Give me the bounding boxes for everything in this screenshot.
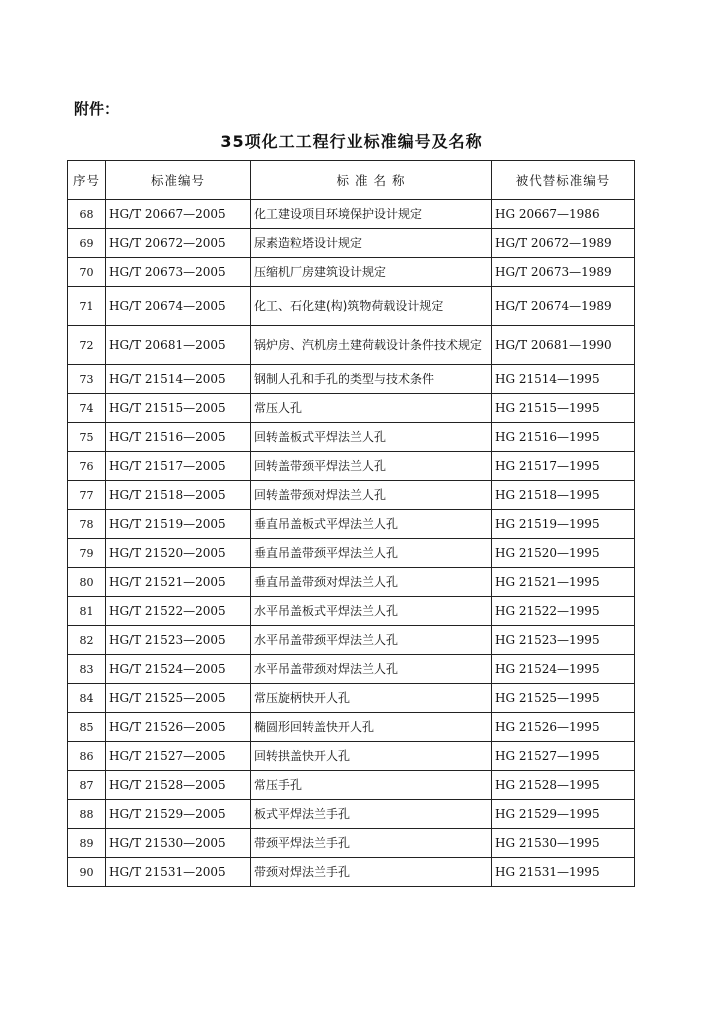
column-header-standard-name: 标 准 名 称 (251, 161, 492, 200)
standard-name: 板式平焊法兰手孔 (251, 800, 492, 829)
column-header-replaced-code: 被代替标准编号 (492, 161, 635, 200)
replaced-standard-code: HG 21515—1995 (492, 394, 635, 423)
table-row (68, 684, 635, 713)
replaced-standard-code: HG 21521—1995 (492, 568, 635, 597)
row-number: 90 (68, 858, 106, 887)
replaced-standard-code: HG/T 20673—1989 (492, 258, 635, 287)
standard-code: HG/T 21517—2005 (106, 452, 251, 481)
standard-code: HG/T 20667—2005 (106, 200, 251, 229)
standard-name: 回转盖带颈对焊法兰人孔 (251, 481, 492, 510)
standard-name: 尿素造粒塔设计规定 (251, 229, 492, 258)
standard-code: HG/T 21516—2005 (106, 423, 251, 452)
replaced-standard-code: HG 21514—1995 (492, 365, 635, 394)
row-number: 89 (68, 829, 106, 858)
standard-name: 化工、石化建(构)筑物荷载设计规定 (251, 287, 492, 326)
standard-name: 化工建设项目环境保护设计规定 (251, 200, 492, 229)
replaced-standard-code: HG 20667—1986 (492, 200, 635, 229)
row-number: 68 (68, 200, 106, 229)
table-row (68, 655, 635, 684)
row-number: 74 (68, 394, 106, 423)
replaced-standard-code: HG 21520—1995 (492, 539, 635, 568)
row-number: 83 (68, 655, 106, 684)
standard-name: 垂直吊盖带颈平焊法兰人孔 (251, 539, 492, 568)
row-number: 82 (68, 626, 106, 655)
replaced-standard-code: HG 21519—1995 (492, 510, 635, 539)
standard-code: HG/T 20674—2005 (106, 287, 251, 326)
table-row (68, 452, 635, 481)
standard-name: 常压人孔 (251, 394, 492, 423)
replaced-standard-code: HG 21523—1995 (492, 626, 635, 655)
replaced-standard-code: HG 21518—1995 (492, 481, 635, 510)
standard-code: HG/T 20672—2005 (106, 229, 251, 258)
standard-code: HG/T 21521—2005 (106, 568, 251, 597)
replaced-standard-code: HG 21517—1995 (492, 452, 635, 481)
table-row (68, 287, 635, 326)
standard-name: 常压手孔 (251, 771, 492, 800)
table-row (68, 800, 635, 829)
standard-code: HG/T 21523—2005 (106, 626, 251, 655)
row-number: 78 (68, 510, 106, 539)
replaced-standard-code: HG 21528—1995 (492, 771, 635, 800)
standard-name: 常压旋柄快开人孔 (251, 684, 492, 713)
replaced-standard-code: HG/T 20672—1989 (492, 229, 635, 258)
attachment-label: 附件： (74, 100, 120, 118)
standard-code: HG/T 21530—2005 (106, 829, 251, 858)
column-header-standard-code: 标准编号 (106, 161, 251, 200)
replaced-standard-code: HG 21524—1995 (492, 655, 635, 684)
replaced-standard-code: HG 21527—1995 (492, 742, 635, 771)
row-number: 76 (68, 452, 106, 481)
row-number: 73 (68, 365, 106, 394)
standard-name: 锅炉房、汽机房土建荷载设计条件技术规定 (251, 326, 492, 365)
standard-code: HG/T 21514—2005 (106, 365, 251, 394)
standard-name: 回转盖带颈平焊法兰人孔 (251, 452, 492, 481)
table-row (68, 258, 635, 287)
standard-code: HG/T 21529—2005 (106, 800, 251, 829)
standard-code: HG/T 21527—2005 (106, 742, 251, 771)
replaced-standard-code: HG 21531—1995 (492, 858, 635, 887)
row-number: 79 (68, 539, 106, 568)
row-number: 80 (68, 568, 106, 597)
standard-code: HG/T 21528—2005 (106, 771, 251, 800)
row-number: 75 (68, 423, 106, 452)
table-row (68, 626, 635, 655)
row-number: 70 (68, 258, 106, 287)
table-row (68, 510, 635, 539)
standard-name: 回转盖板式平焊法兰人孔 (251, 423, 492, 452)
standards-table (67, 160, 635, 887)
standard-code: HG/T 21518—2005 (106, 481, 251, 510)
standard-name: 带颈对焊法兰手孔 (251, 858, 492, 887)
table-body (68, 200, 635, 887)
row-number: 84 (68, 684, 106, 713)
table-header-row (68, 161, 635, 200)
table-row (68, 481, 635, 510)
row-number: 81 (68, 597, 106, 626)
replaced-standard-code: HG 21525—1995 (492, 684, 635, 713)
standard-name: 椭圆形回转盖快开人孔 (251, 713, 492, 742)
replaced-standard-code: HG/T 20681—1990 (492, 326, 635, 365)
replaced-standard-code: HG/T 20674—1989 (492, 287, 635, 326)
standard-name: 垂直吊盖带颈对焊法兰人孔 (251, 568, 492, 597)
replaced-standard-code: HG 21516—1995 (492, 423, 635, 452)
table-row (68, 829, 635, 858)
replaced-standard-code: HG 21529—1995 (492, 800, 635, 829)
standard-name: 压缩机厂房建筑设计规定 (251, 258, 492, 287)
table-row (68, 858, 635, 887)
table-row (68, 326, 635, 365)
standard-name: 垂直吊盖板式平焊法兰人孔 (251, 510, 492, 539)
standard-code: HG/T 21519—2005 (106, 510, 251, 539)
row-number: 69 (68, 229, 106, 258)
standard-code: HG/T 20673—2005 (106, 258, 251, 287)
standard-name: 水平吊盖带颈平焊法兰人孔 (251, 626, 492, 655)
row-number: 87 (68, 771, 106, 800)
standard-code: HG/T 21531—2005 (106, 858, 251, 887)
table-row (68, 713, 635, 742)
standard-code: HG/T 21525—2005 (106, 684, 251, 713)
table-row (68, 200, 635, 229)
standard-name: 钢制人孔和手孔的类型与技术条件 (251, 365, 492, 394)
standard-code: HG/T 21524—2005 (106, 655, 251, 684)
table-row (68, 229, 635, 258)
standard-code: HG/T 21520—2005 (106, 539, 251, 568)
row-number: 77 (68, 481, 106, 510)
standard-name: 水平吊盖板式平焊法兰人孔 (251, 597, 492, 626)
table-row (68, 539, 635, 568)
standard-name: 带颈平焊法兰手孔 (251, 829, 492, 858)
table-row (68, 771, 635, 800)
table-row (68, 365, 635, 394)
column-header-number: 序号 (68, 161, 106, 200)
row-number: 88 (68, 800, 106, 829)
standard-name: 回转拱盖快开人孔 (251, 742, 492, 771)
standard-code: HG/T 21526—2005 (106, 713, 251, 742)
replaced-standard-code: HG 21522—1995 (492, 597, 635, 626)
row-number: 71 (68, 287, 106, 326)
row-number: 85 (68, 713, 106, 742)
table-row (68, 597, 635, 626)
table-row (68, 423, 635, 452)
standard-code: HG/T 20681—2005 (106, 326, 251, 365)
replaced-standard-code: HG 21530—1995 (492, 829, 635, 858)
table-row (68, 568, 635, 597)
standard-code: HG/T 21515—2005 (106, 394, 251, 423)
document-title: 35项化工工程行业标准编号及名称 (220, 132, 483, 151)
table-row (68, 394, 635, 423)
row-number: 72 (68, 326, 106, 365)
table-row (68, 742, 635, 771)
standard-name: 水平吊盖带颈对焊法兰人孔 (251, 655, 492, 684)
replaced-standard-code: HG 21526—1995 (492, 713, 635, 742)
row-number: 86 (68, 742, 106, 771)
standard-code: HG/T 21522—2005 (106, 597, 251, 626)
